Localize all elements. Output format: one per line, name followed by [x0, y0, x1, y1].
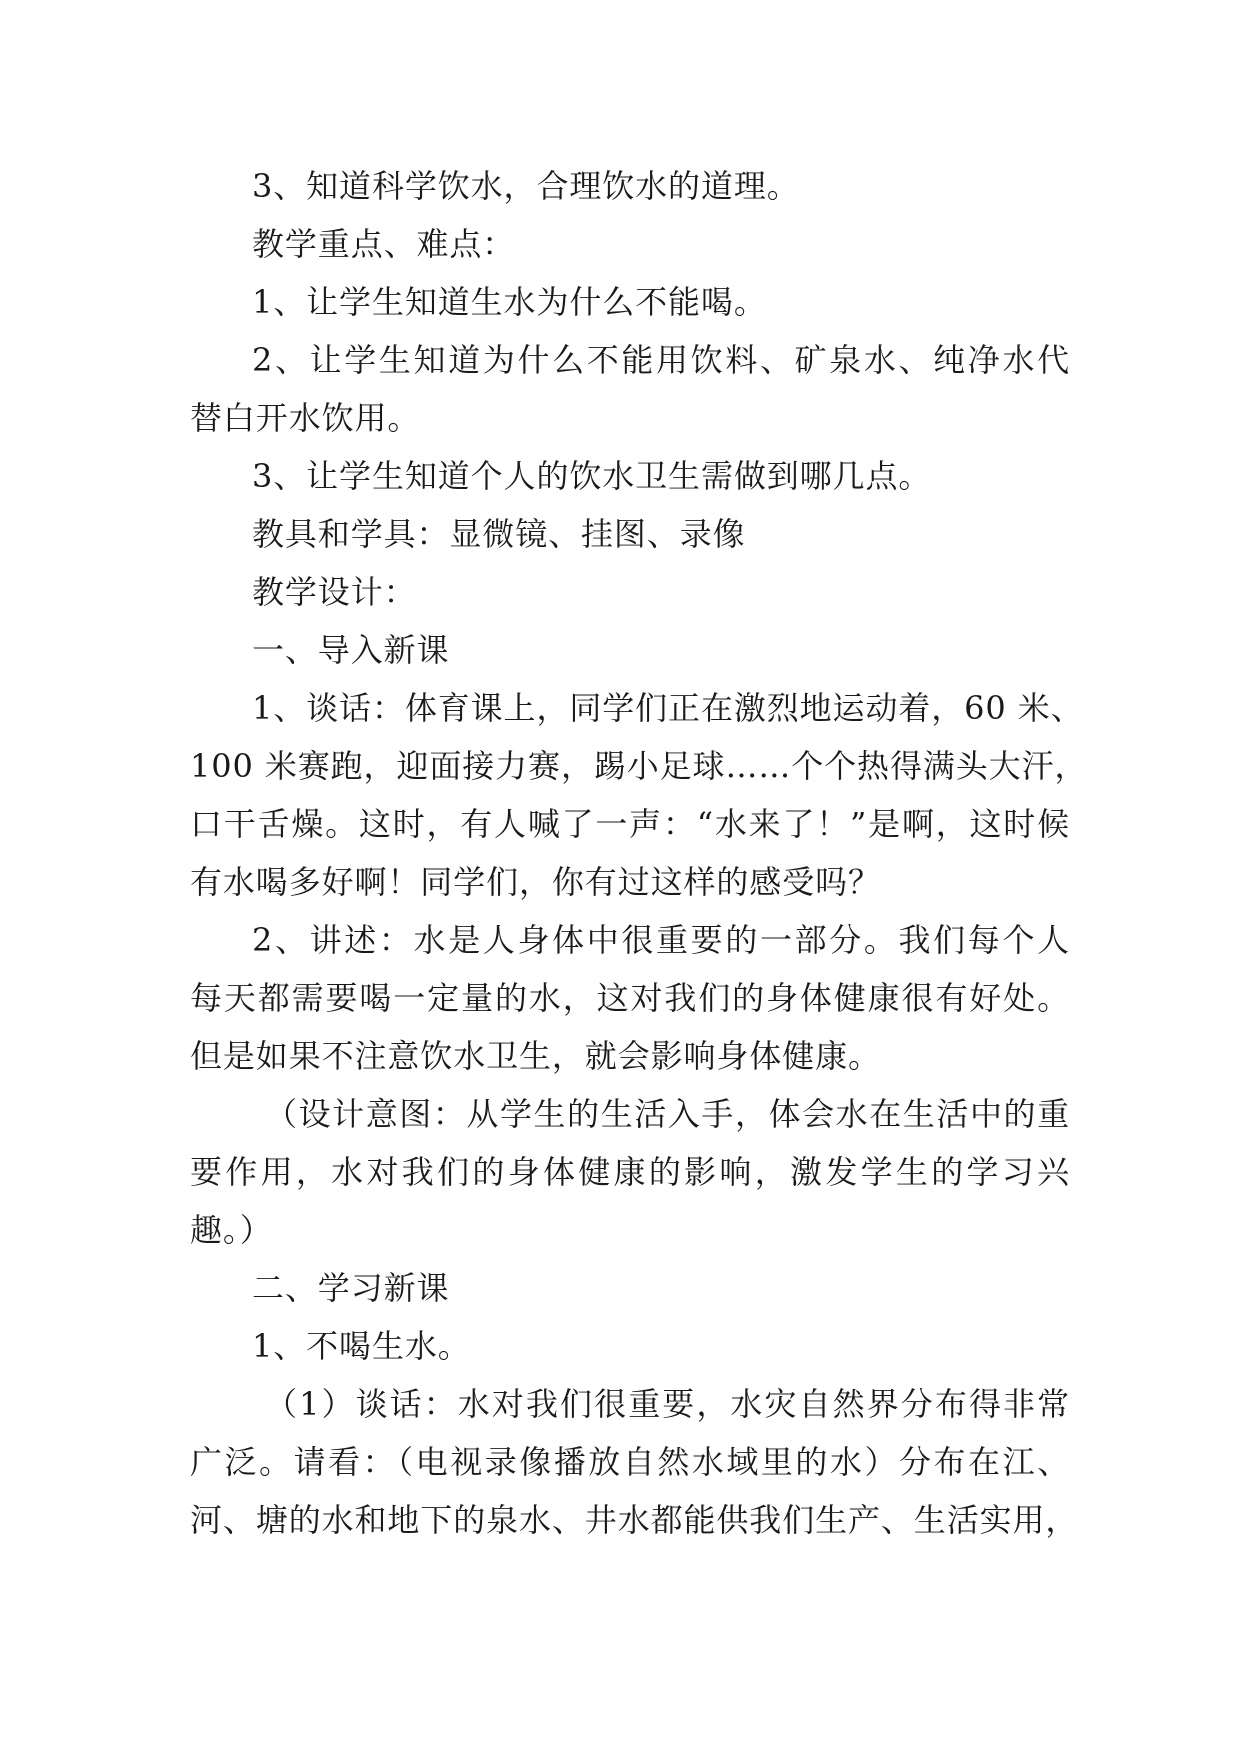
text-line: 2、讲述：水是人身体中很重要的一部分。我们每个人: [252, 921, 1070, 959]
text-line: 3、知道科学饮水，合理饮水的道理。: [252, 167, 800, 205]
text-line: （1）谈话：水对我们很重要，水灾自然界分布得非常: [265, 1385, 1070, 1423]
text-line: 广泛。请看：（电视录像播放自然水域里的水）分布在江、: [190, 1443, 1070, 1481]
text-line: 教学重点、难点：: [252, 225, 516, 263]
text-line: 每天都需要喝一定量的水，这对我们的身体健康很有好处。: [190, 979, 1070, 1017]
text-line: 有水喝多好啊！同学们，你有过这样的感受吗？: [190, 863, 881, 901]
text-line: 河、塘的水和地下的泉水、井水都能供我们生产、生活实用，: [190, 1501, 1079, 1539]
text-line: 替白开水饮用。: [190, 399, 421, 437]
text-line: 口干舌燥。这时，有人喊了一声：“水来了！”是啊，这时候: [190, 805, 1070, 843]
text-line: 要作用，水对我们的身体健康的影响，激发学生的学习兴: [190, 1153, 1070, 1191]
text-line: 100 米赛跑，迎面接力赛，踢小足球……个个热得满头大汗，: [190, 747, 1088, 785]
text-line: 2、让学生知道为什么不能用饮料、矿泉水、纯净水代: [252, 341, 1070, 379]
text-line: 但是如果不注意饮水卫生，就会影响身体健康。: [190, 1037, 881, 1075]
text-line: 教学设计：: [252, 573, 417, 611]
text-line: 1、让学生知道生水为什么不能喝。: [252, 283, 767, 321]
text-line: 1、谈话：体育课上，同学们正在激烈地运动着，60 米、: [252, 689, 1084, 727]
section-heading: 二、学习新课: [252, 1269, 450, 1307]
text-line: 1、不喝生水。: [252, 1327, 471, 1365]
text-line: （设计意图：从学生的生活入手，体会水在生活中的重: [265, 1095, 1070, 1133]
section-heading: 一、导入新课: [252, 631, 450, 669]
text-line: 趣。）: [190, 1211, 273, 1249]
text-line: 3、让学生知道个人的饮水卫生需做到哪几点。: [252, 457, 932, 495]
text-line: 教具和学具：显微镜、挂图、录像: [252, 515, 746, 553]
